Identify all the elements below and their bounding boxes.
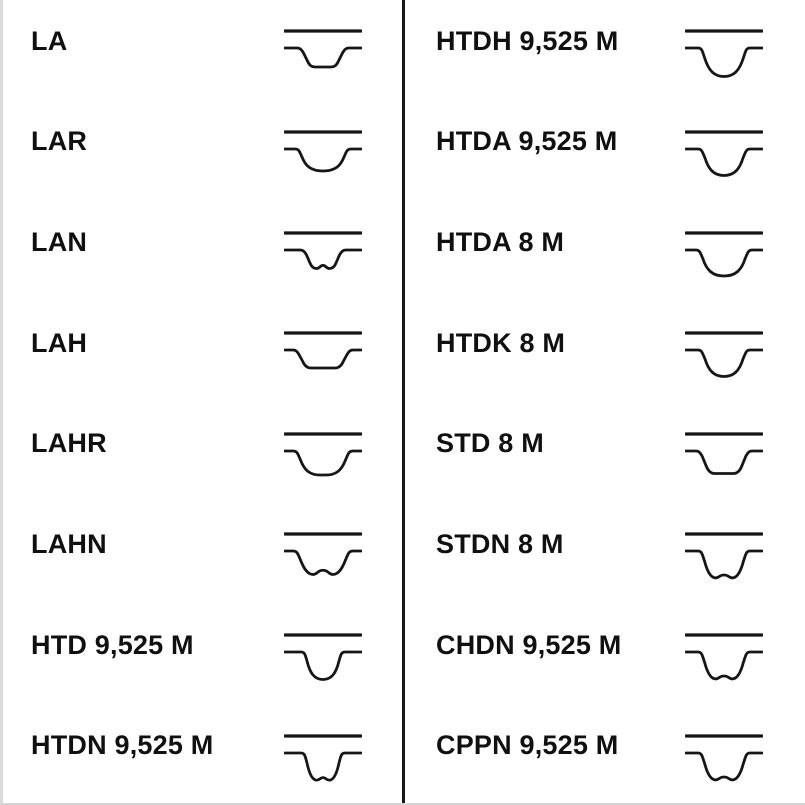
belt-profile-row: [3, 403, 402, 504]
belt-tooth-profile-icon: [685, 330, 763, 388]
profile-label: LAH: [31, 327, 88, 358]
profile-label: HTDH 9,525 M: [436, 25, 619, 56]
belt-tooth-profile-icon: [685, 230, 763, 288]
profile-label: LAR: [31, 126, 88, 157]
profile-label: CPPN 9,525 M: [436, 730, 619, 761]
profile-label: STDN 8 M: [436, 528, 564, 559]
profile-label: STD 8 M: [436, 428, 544, 459]
profile-label: LA: [31, 25, 68, 56]
belt-profile-row: [405, 503, 805, 604]
belt-profile-row: [3, 604, 402, 705]
right-profile-column: [405, 0, 805, 805]
belt-profile-row: [405, 101, 805, 202]
belt-tooth-profile-icon: [685, 129, 763, 187]
profile-label: HTDK 8 M: [436, 327, 566, 358]
belt-profile-row: [3, 704, 402, 805]
belt-profile-row: [3, 0, 402, 101]
belt-tooth-profile-icon: [685, 733, 763, 791]
belt-profile-row: [3, 201, 402, 302]
belt-tooth-profile-icon: [685, 531, 763, 589]
belt-tooth-profile-icon: [284, 632, 362, 690]
profile-label: HTDN 9,525 M: [31, 730, 214, 761]
profile-label: LAN: [31, 227, 88, 258]
profile-label: CHDN 9,525 M: [436, 629, 622, 660]
belt-profile-row: [405, 704, 805, 805]
belt-tooth-profile-icon: [284, 733, 362, 791]
belt-tooth-profile-icon: [284, 28, 362, 86]
belt-profile-row: [405, 604, 805, 705]
belt-profile-row: [405, 0, 805, 101]
profile-label: HTDA 9,525 M: [436, 126, 618, 157]
belt-tooth-profile-icon: [284, 230, 362, 288]
belt-tooth-profile-icon: [685, 431, 763, 489]
profile-label: HTDA 8 M: [436, 227, 565, 258]
profile-label: LAHR: [31, 428, 107, 459]
profile-label: HTD 9,525 M: [31, 629, 194, 660]
belt-profile-row: [405, 302, 805, 403]
belt-profile-row: [405, 201, 805, 302]
belt-tooth-profile-icon: [685, 632, 763, 690]
belt-tooth-profile-icon: [284, 431, 362, 489]
belt-profile-row: [3, 302, 402, 403]
profile-label: LAHN: [31, 528, 107, 559]
belt-profile-row: [3, 101, 402, 202]
belt-tooth-profile-icon: [685, 28, 763, 86]
belt-tooth-profile-icon: [284, 531, 362, 589]
belt-profile-row: [405, 403, 805, 504]
left-profile-column: [3, 0, 402, 805]
belt-profile-row: [3, 503, 402, 604]
belt-tooth-profile-icon: [284, 129, 362, 187]
belt-tooth-profile-icon: [284, 330, 362, 388]
